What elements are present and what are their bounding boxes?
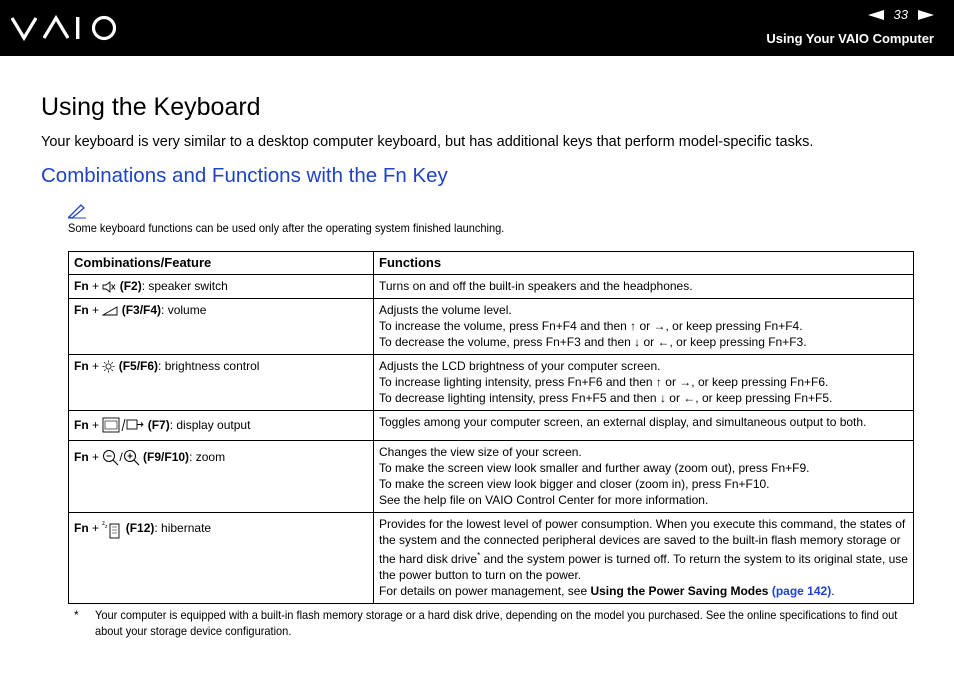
key-combo: (F7) (147, 417, 170, 432)
section-title: Using Your VAIO Computer (766, 31, 934, 46)
lcd-display-icon (102, 417, 144, 433)
function-text: To decrease lighting intensity, press Fn+F5 and then ↓ or ←, or keep pressing Fn+F5. (379, 391, 833, 405)
plus-sign: + (88, 279, 103, 293)
table-header-row (69, 252, 914, 275)
function-cell (374, 299, 914, 355)
function-cell (374, 441, 914, 513)
table-row (69, 275, 914, 299)
function-text: Turns on and off the built-in speakers and the headphones. (379, 279, 693, 293)
vaio-logo (10, 14, 122, 42)
plus-sign: + (88, 417, 103, 432)
speaker-mute-icon (102, 281, 116, 293)
fn-key-label: Fn (74, 417, 89, 432)
function-text: Provides for the lowest level of power consumption. When you execute this command, the states of the system and the connected peripheral devices are saved to the built-in flash memory storage or the hard disk drive (379, 517, 906, 566)
key-combo: (F2) (119, 279, 142, 293)
function-cell (374, 275, 914, 299)
function-text: For details on power management, see (379, 584, 591, 598)
key-combo: (F9/F10) (143, 450, 190, 464)
key-combo: (F5/F6) (118, 359, 159, 373)
function-cell (374, 411, 914, 441)
feature-label: : display output (169, 417, 251, 432)
feature-label: : hibernate (154, 521, 212, 536)
combination-cell (69, 275, 374, 299)
function-text: To make the screen view look bigger and closer (zoom in), press Fn+F10. (379, 477, 770, 491)
hibernate-icon (102, 519, 122, 539)
key-combo: (F12) (125, 521, 155, 536)
pencil-note-icon (67, 203, 87, 219)
page-title: Using the Keyboard (41, 93, 261, 121)
sun-icon (102, 360, 115, 373)
combination-cell: Fn + / (F9/F10): zoom (69, 441, 374, 513)
function-cell (374, 355, 914, 411)
table-row (69, 441, 914, 513)
feature-label: : volume (161, 303, 207, 317)
footnote-marker: * (74, 608, 79, 622)
feature-label: : zoom (189, 450, 226, 464)
function-cell (374, 513, 914, 604)
fn-key-label: Fn (74, 359, 89, 373)
fn-key-label: Fn (74, 450, 89, 464)
fn-key-label: Fn (74, 279, 89, 293)
function-text: To make the screen view look smaller and further away (zoom out), press Fn+F9. (379, 461, 810, 475)
feature-label: : brightness control (158, 359, 260, 373)
svg-text:z: z (102, 521, 106, 527)
previous-page-icon[interactable] (868, 10, 884, 20)
note-text: Some keyboard functions can be used only after the operating system finished launching. (68, 221, 505, 235)
table-row (69, 355, 914, 411)
page-navigation (868, 7, 934, 22)
zoom-out-icon (102, 449, 119, 466)
zoom-in-icon (123, 449, 140, 466)
column-header: Functions (374, 252, 914, 275)
fn-key-table (68, 251, 914, 604)
table-row (69, 411, 914, 441)
cross-reference: Using the Power Saving Modes (590, 584, 769, 598)
header-bar (0, 0, 954, 56)
plus-sign: + (88, 521, 103, 536)
combination-cell (69, 411, 374, 441)
fn-key-label: Fn (74, 521, 89, 536)
combination-cell (69, 513, 374, 604)
footnote-text: Your computer is equipped with a built-in flash memory storage or a hard disk drive, depending on the model you purchased. See the online specifications to find out about your storage device configuration. (95, 608, 898, 638)
volume-ramp-icon (102, 306, 118, 316)
function-text: . (831, 584, 835, 598)
key-combo: (F3/F4) (121, 303, 162, 317)
function-text: and the system power is turned off. To return the system to its original state, use the power button to turn on the power. (379, 552, 908, 582)
function-text: See the help file on VAIO Control Center for more information. (379, 493, 709, 507)
page-link[interactable]: (page 142) (771, 584, 832, 598)
plus-sign: + (88, 303, 103, 317)
page-number: 33 (893, 7, 908, 22)
function-text: Adjusts the volume level. (379, 303, 512, 317)
column-header: Combinations/Feature (69, 252, 374, 275)
combination-cell (69, 299, 374, 355)
plus-sign: + (88, 359, 103, 373)
intro-paragraph: Your keyboard is very similar to a desktop computer keyboard, but has additional keys that perform model-specific tasks. (41, 134, 814, 150)
svg-text:z: z (105, 524, 108, 530)
footnote (74, 607, 910, 639)
plus-sign: + (88, 450, 103, 464)
fn-key-label: Fn (74, 303, 89, 317)
table-row (69, 513, 914, 604)
table-row (69, 299, 914, 355)
combination-cell (69, 355, 374, 411)
function-text: To decrease the volume, press Fn+F3 and then ↓ or ←, or keep pressing Fn+F3. (379, 335, 807, 349)
function-text: To increase the volume, press Fn+F4 and then ↑ or →, or keep pressing Fn+F4. (379, 319, 803, 333)
feature-label: : speaker switch (141, 279, 228, 293)
function-text: Toggles among your computer screen, an external display, and simultaneous output to both. (379, 415, 867, 429)
section-heading: Combinations and Functions with the Fn Key (41, 164, 448, 187)
function-text: Adjusts the LCD brightness of your computer screen. (379, 359, 661, 373)
function-text: Changes the view size of your screen. (379, 445, 582, 459)
function-text: To increase lighting intensity, press Fn+F6 and then ↑ or →, or keep pressing Fn+F6. (379, 375, 829, 389)
footnote-marker: * (477, 551, 481, 560)
next-page-icon[interactable] (918, 10, 934, 20)
